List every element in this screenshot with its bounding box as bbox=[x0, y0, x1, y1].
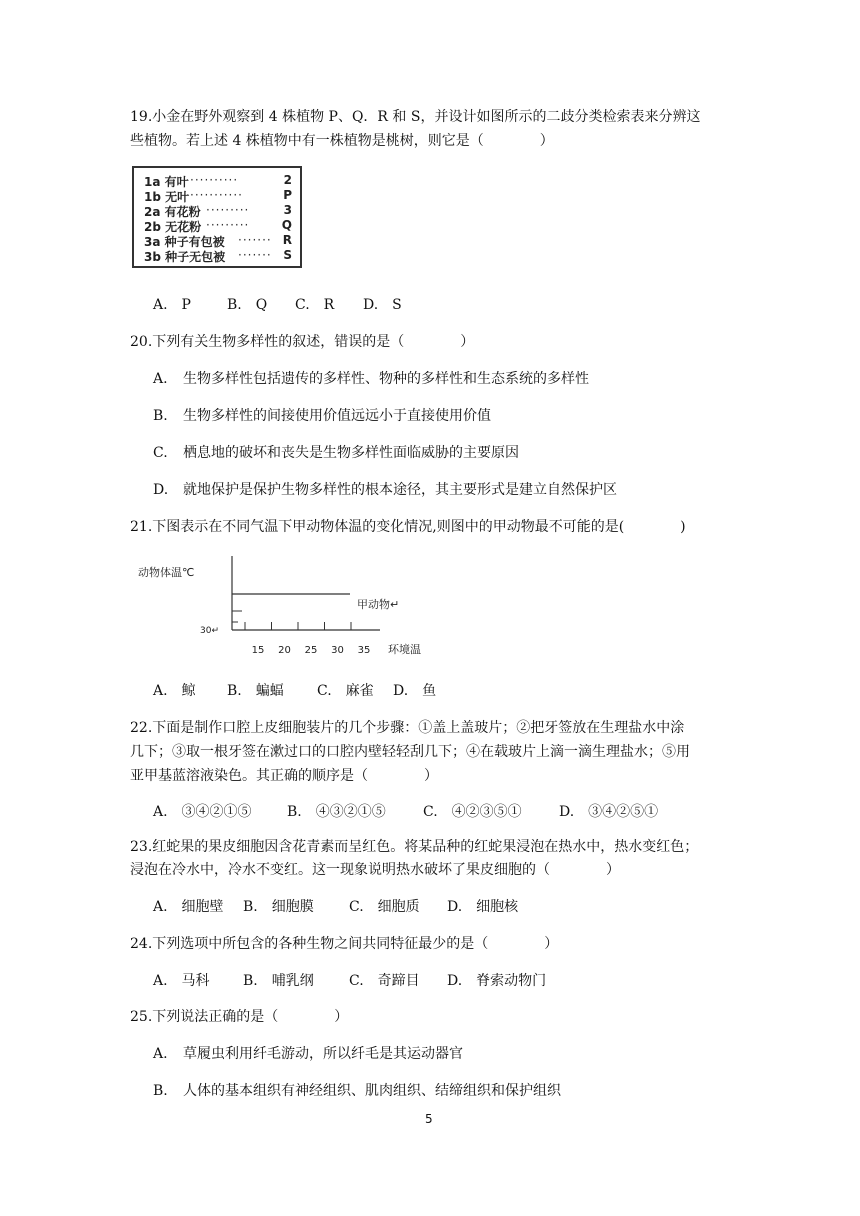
q22-options bbox=[153, 801, 658, 821]
option-a[interactable]: A. 鲸 bbox=[153, 683, 196, 699]
option-b[interactable]: B. 哺乳纲 bbox=[243, 973, 314, 989]
option-d[interactable]: D. 脊索动物门 bbox=[447, 973, 547, 989]
page-number: 5 bbox=[425, 1112, 433, 1126]
q25-stem: 25.下列说法正确的是（ ） bbox=[130, 1009, 349, 1025]
option-d[interactable]: D. ③④②⑤① bbox=[559, 804, 659, 820]
y-tick-label: 30↵ bbox=[200, 626, 219, 636]
option-b[interactable]: B. Q bbox=[227, 297, 268, 313]
x-tick-label: 30 bbox=[331, 645, 344, 656]
q23-line1: 23.红蛇果的果皮细胞因含花青素而呈红色。将某品种的红蛇果浸泡在热水中，热水变红色； bbox=[130, 839, 699, 855]
q25-option-b[interactable]: B. 人体的基本组织有神经组织、肌肉组织、结缔组织和保护组织 bbox=[153, 1083, 561, 1099]
q20-option-d[interactable]: D. 就地保护是保护生物多样性的根本途径，其主要形式是建立自然保护区 bbox=[153, 482, 617, 498]
key-row: 1b 无叶 ··········· P bbox=[144, 188, 292, 204]
option-c[interactable]: C. 麻雀 bbox=[317, 683, 374, 699]
key-row: 1a 有叶 ·········· 2 bbox=[144, 173, 292, 189]
option-c[interactable]: C. 细胞质 bbox=[349, 899, 420, 915]
option-a[interactable]: A. ③④②①⑤ bbox=[153, 804, 252, 820]
option-b[interactable]: B. 蝙蝠 bbox=[227, 683, 284, 699]
x-tick-label: 25 bbox=[304, 645, 318, 656]
q22-line2: 几下；③取一根牙签在漱过口的口腔内壁轻轻刮几下；④在载玻片上滴一滴生理盐水；⑤用 bbox=[130, 744, 690, 760]
q19-line1: 19.小金在野外观察到 4 株植物 P、Q．R 和 S，并设计如图所示的二歧分类检索表来分辨这 bbox=[130, 109, 701, 125]
option-c[interactable]: C. 奇蹄目 bbox=[349, 973, 420, 989]
option-c[interactable]: C. ④②③⑤① bbox=[423, 804, 522, 820]
x-tick-label: 35 bbox=[357, 645, 371, 656]
q24-options bbox=[153, 970, 546, 990]
q20-option-a[interactable]: A. 生物多样性包括遗传的多样性、物种的多样性和生态系统的多样性 bbox=[153, 371, 589, 387]
classification-key-table bbox=[132, 166, 302, 268]
key-row: 3a 种子有包被 ······· R bbox=[144, 233, 292, 249]
q20-stem: 20.下列有关生物多样性的叙述，错误的是（ ） bbox=[130, 334, 475, 350]
q22-line1: 22.下面是制作口腔上皮细胞装片的几个步骤：①盖上盖玻片；②把牙签放在生理盐水中涂 bbox=[130, 720, 685, 736]
q22-line3: 亚甲基蓝溶液染色。其正确的顺序是（ ） bbox=[130, 768, 438, 784]
option-a[interactable]: A. P bbox=[153, 297, 191, 313]
option-d[interactable]: D. 细胞核 bbox=[447, 899, 519, 915]
option-d[interactable]: D. 鱼 bbox=[393, 683, 437, 699]
q21-stem: 21.下图表示在不同气温下甲动物体温的变化情况,则图中的甲动物最不可能的是( ) bbox=[130, 519, 686, 535]
q20-option-c[interactable]: C. 栖息地的破坏和丧失是生物多样性面临威胁的主要原因 bbox=[153, 445, 519, 461]
option-d[interactable]: D. S bbox=[363, 297, 402, 313]
series-label: 甲动物↵ bbox=[357, 598, 400, 611]
q23-options bbox=[153, 896, 518, 916]
key-row: 2a 有花粉 ········· 3 bbox=[144, 203, 292, 219]
x-tick-label: 15 bbox=[251, 645, 265, 656]
body-temperature-chart bbox=[128, 550, 448, 660]
q24-stem: 24.下列选项中所包含的各种生物之间共同特征最少的是（ ） bbox=[130, 936, 559, 952]
q19-options bbox=[153, 294, 402, 314]
option-c[interactable]: C. R bbox=[295, 297, 335, 313]
key-row: 2b 无花粉 ········· Q bbox=[144, 218, 292, 234]
q19-line2: 些植物。若上述 4 株植物中有一株植物是桃树，则它是（ ） bbox=[130, 133, 554, 149]
x-tick-label: 20 bbox=[278, 645, 291, 656]
option-a[interactable]: A. 细胞壁 bbox=[153, 899, 224, 915]
option-b[interactable]: B. 细胞膜 bbox=[243, 899, 314, 915]
q25-option-a[interactable]: A. 草履虫利用纤毛游动，所以纤毛是其运动器官 bbox=[153, 1046, 463, 1062]
q23-line2: 浸泡在冷水中，冷水不变红。这一现象说明热水破坏了果皮细胞的（ ） bbox=[130, 862, 620, 878]
option-a[interactable]: A. 马科 bbox=[153, 973, 210, 989]
q21-options bbox=[153, 680, 436, 700]
key-row: 3b 种子无包被 ······· S bbox=[144, 248, 292, 264]
chart-xlabel: 环境温 bbox=[388, 643, 421, 656]
q20-option-b[interactable]: B. 生物多样性的间接使用价值远远小于直接使用价值 bbox=[153, 408, 491, 424]
option-b[interactable]: B. ④③②①⑤ bbox=[287, 804, 386, 820]
chart-ylabel: 动物体温℃ bbox=[138, 566, 195, 579]
x-ticks bbox=[245, 622, 370, 656]
